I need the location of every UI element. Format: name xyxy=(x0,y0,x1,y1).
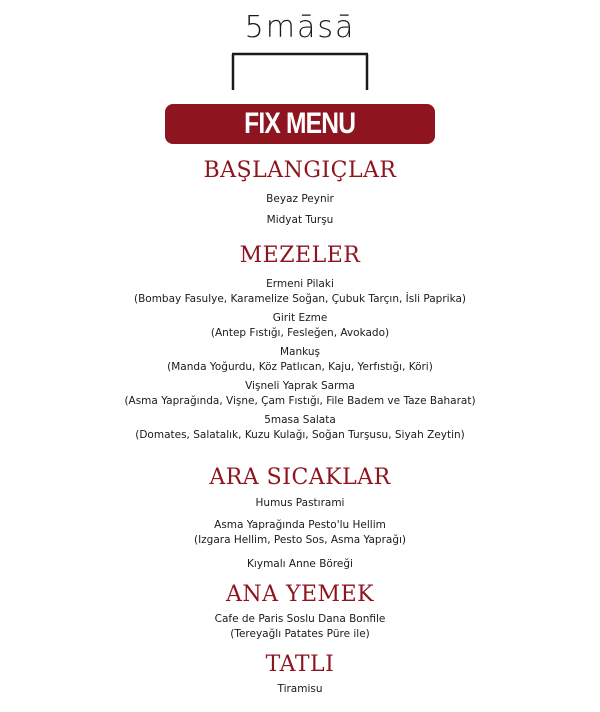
menu-item-detail: (Domates, Salatalık, Kuzu Kulağı, Soğan Turşusu, Siyah Zeytin) xyxy=(135,429,465,441)
section-heading-mezeler: MEZELER xyxy=(239,243,361,268)
menu-item: Girit Ezme xyxy=(272,312,328,324)
section-heading-baslangiclar: BAŞLANGIÇLAR xyxy=(203,158,397,183)
menu-item: Kıymalı Anne Böreği xyxy=(247,558,353,570)
menu-item: Vişneli Yaprak Sarma xyxy=(245,380,355,392)
menu-item: Humus Pastırami xyxy=(255,497,345,509)
menu-item: Asma Yaprağında Pesto'lu Hellim xyxy=(214,519,386,531)
table-icon xyxy=(230,52,370,92)
menu-item-detail: (Asma Yaprağında, Vişne, Çam Fıstığı, File Badem ve Taze Baharat) xyxy=(124,395,476,407)
menu-item-detail: (Manda Yoğurdu, Köz Patlıcan, Kaju, Yerfıstığı, Köri) xyxy=(167,361,433,373)
section-heading-tatli: TATLI xyxy=(265,652,335,677)
banner-title: FIX MENU xyxy=(244,107,356,140)
menu-item: Ermeni Pilaki xyxy=(266,278,334,290)
section-heading-ara-sicaklar: ARA SICAKLAR xyxy=(209,465,391,490)
menu-item-detail: (Antep Fıstığı, Fesleğen, Avokado) xyxy=(210,327,390,339)
menu-item-detail: (Tereyağlı Patates Püre ile) xyxy=(230,628,370,640)
menu-item: Cafe de Paris Soslu Dana Bonfile xyxy=(214,613,386,625)
menu-item-detail: (Izgara Hellim, Pesto Sos, Asma Yaprağı) xyxy=(193,534,407,546)
logo-text: 5māsā xyxy=(244,10,356,45)
brand-logo xyxy=(0,10,600,90)
menu-item: Beyaz Peynir xyxy=(266,193,334,205)
section-heading-ana-yemek: ANA YEMEK xyxy=(225,582,375,607)
menu-item: Midyat Turşu xyxy=(266,214,334,226)
menu-item: 5masa Salata xyxy=(264,414,336,426)
menu-item: Mankuş xyxy=(279,346,321,358)
menu-item: Tiramisu xyxy=(277,683,323,695)
menu-item-detail: (Bombay Fasulye, Karamelize Soğan, Çubuk Tarçın, İsli Paprika) xyxy=(133,293,467,305)
fix-menu-banner xyxy=(165,104,435,144)
